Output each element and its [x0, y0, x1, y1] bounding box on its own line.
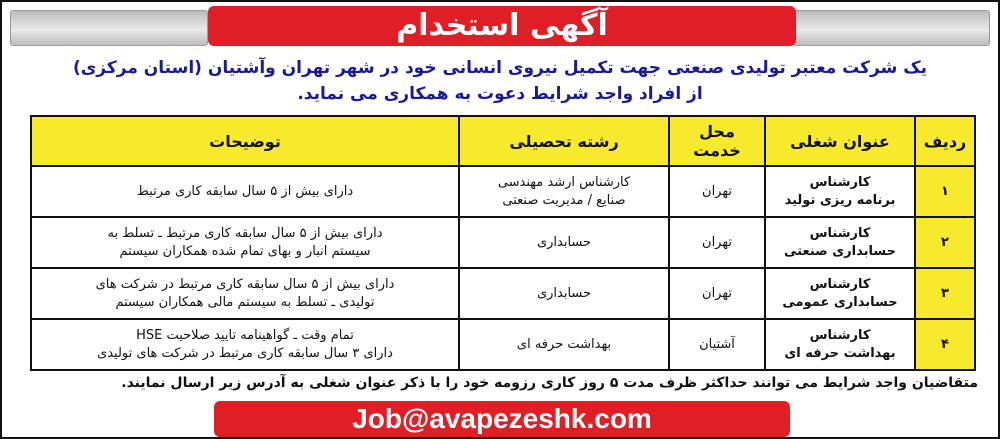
row-title-line1: کارشناس	[809, 174, 871, 190]
row-desc	[31, 217, 459, 268]
row-field	[459, 166, 669, 217]
row-field	[459, 319, 669, 370]
row-title-line1: کارشناس	[809, 327, 871, 343]
table-row	[31, 217, 975, 268]
row-title-line2: حسابداری صنعتی	[784, 243, 896, 259]
row-title-line2: بهداشت حرفه ای	[784, 345, 896, 361]
ad-title: آگهی استخدام	[208, 6, 796, 46]
row-location: تهران	[669, 217, 765, 268]
row-field	[459, 217, 669, 268]
row-desc	[31, 319, 459, 370]
intro-line-1: یک شرکت معتبر تولیدی صنعتی جهت تکمیل نیروی انسانی خود در شهر تهران وآشتیان (استان مرکزی)	[72, 58, 928, 78]
row-desc-line1: تمام وقت ـ گواهینامه تایید صلاحیت HSE	[136, 327, 354, 343]
row-field-line1: کارشناس ارشد مهندسی	[497, 174, 631, 190]
header-index: ردیف	[915, 116, 975, 166]
header-location: محل خدمت	[669, 116, 765, 166]
row-title-line1: کارشناس	[809, 276, 871, 292]
row-desc	[31, 268, 459, 319]
row-desc-line1: دارای بیش از ۵ سال سابقه کاری مرتبط ـ تسلط به	[107, 225, 383, 241]
row-index: ۳	[915, 268, 975, 319]
row-desc-line1: دارای بیش از ۵ سال سابقه کاری مرتبط در شرکت های	[95, 276, 395, 292]
row-field-line1: بهداشت حرفه ای	[516, 336, 612, 352]
row-field-line1: حسابداری	[536, 234, 592, 250]
row-desc	[31, 166, 459, 217]
row-title	[765, 166, 915, 217]
row-index: ۱	[915, 166, 975, 217]
row-title-line2: حسابداری عمومی	[782, 294, 898, 310]
apply-instructions: متقاضیان واجد شرایط می توانند حداکثر ظرف مدت ۵ روز کاری رزومه خود را با ذکر عنوان شغلی به آدرس زیر ارسال نمایند.	[121, 375, 978, 391]
decorative-bar-left	[10, 10, 208, 46]
row-desc-line1: دارای بیش از ۵ سال سابقه کاری مرتبط	[136, 183, 354, 199]
row-title	[765, 319, 915, 370]
row-location: آشتیان	[669, 319, 765, 370]
row-desc-line2: تولیدی ـ تسلط به سیستم مالی همکاران سیستم	[115, 294, 375, 310]
header-desc: توضیحات	[31, 116, 459, 166]
row-field	[459, 268, 669, 319]
row-field-line2: صنایع / مدیریت صنعتی	[502, 192, 626, 208]
table-header-row	[31, 116, 975, 166]
row-index: ۲	[915, 217, 975, 268]
contact-email[interactable]: Job@avapezeshk.com	[214, 401, 790, 437]
table-row	[31, 166, 975, 217]
row-location: تهران	[669, 268, 765, 319]
header-field: رشته تحصیلی	[459, 116, 669, 166]
intro-line-2: از افراد واجد شرایط دعوت به همکاری می نماید.	[297, 84, 703, 104]
row-index: ۴	[915, 319, 975, 370]
jobs-table	[30, 115, 976, 371]
row-title	[765, 217, 915, 268]
row-desc-line2: سیستم انبار و بهای تمام شده همکاران سیستم	[119, 243, 371, 259]
header-title: عنوان شغلی	[765, 116, 915, 166]
row-location: تهران	[669, 166, 765, 217]
row-field-line1: حسابداری	[536, 285, 592, 301]
decorative-bar-right	[792, 10, 990, 46]
row-title-line1: کارشناس	[809, 225, 871, 241]
row-title	[765, 268, 915, 319]
row-title-line2: برنامه ریزی تولید	[784, 192, 896, 208]
row-desc-line2: دارای ۳ سال سابقه کاری مرتبط در شرکت های تولیدی	[97, 345, 393, 361]
table-row	[31, 268, 975, 319]
table-row	[31, 319, 975, 370]
